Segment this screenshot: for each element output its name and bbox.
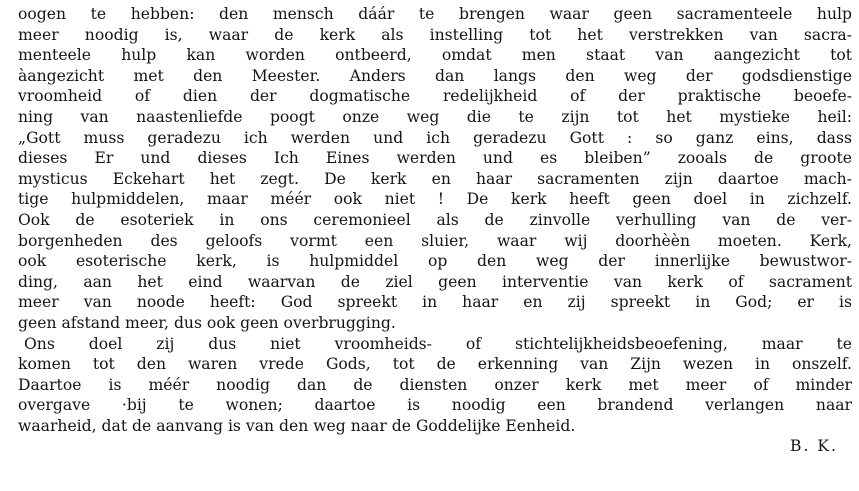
text-line: tige hulpmiddelen, maar méér ook niet ! De kerk heeft geen doel in zichzelf. [18,190,852,209]
text-line: borgenheden des geloofs vormt een sluier, waar wij doorhèèn moeten. Kerk, [18,231,852,250]
text-line: komen tot den waren vrede Gods, tot de erkenning van Zijn wezen in onszelf. [18,355,852,374]
text-line: ning van naastenliefde poogt onze weg die te zijn tot het mystieke heil: [18,107,852,126]
text-line: Ons doel zij dus niet vroomheids- of stichtelijkheidsbeoefening, maar te [24,334,852,353]
text-line: meer van noode heeft: God spreekt in haar en zij spreekt in God; er is [18,293,852,312]
text-line: overgave ·bij te wonen; daartoe is noodig een brandend verlangen naar [18,396,852,415]
text-line: ook esoterische kerk, is hulpmiddel op den weg der innerlijke bewustwor- [18,252,852,271]
text-line: vroomheid of dien der dogmatische redelijkheid of der praktische beoefe- [18,87,852,106]
author-signature: B. K. [790,437,838,456]
paragraph-1 [18,4,852,334]
text-line: geen afstand meer, dus ook geen overbrugging. [18,313,396,332]
text-line: àangezicht met den Meester. Anders dan langs den weg der godsdienstige [18,66,852,85]
text-line: dieses Er und dieses Ich Eines werden und es bleiben” zooals de groote [18,149,852,168]
text-line: meer noodig is, waar de kerk als instelling tot het verstrekken van sacra- [18,25,852,44]
paragraph-2 [18,334,852,437]
text-line: menteele hulp kan worden ontbeerd, omdat men staat van aangezicht tot [18,46,852,65]
text-line: Daartoe is méér noodig dan de diensten onzer kerk met meer of minder [18,375,852,394]
text-line: mysticus Eckehart het zegt. De kerk en haar sacramenten zijn daartoe mach- [18,169,852,188]
text-line: oogen te hebben: den mensch dáár te brengen waar geen sacramenteele hulp [18,5,852,23]
text-line: waarheid, dat de aanvang is van den weg naar de Goddelijke Eenheid. [18,416,576,435]
document-page [18,4,852,457]
text-line: ding, aan het eind waarvan de ziel geen interventie van kerk of sacrament [18,272,852,291]
text-line: Ook de esoteriek in ons ceremonieel als de zinvolle verhulling van de ver- [18,210,852,229]
text-line: „Gott muss geradezu ich werden und ich geradezu Gott : so ganz eins, dass [18,128,852,147]
